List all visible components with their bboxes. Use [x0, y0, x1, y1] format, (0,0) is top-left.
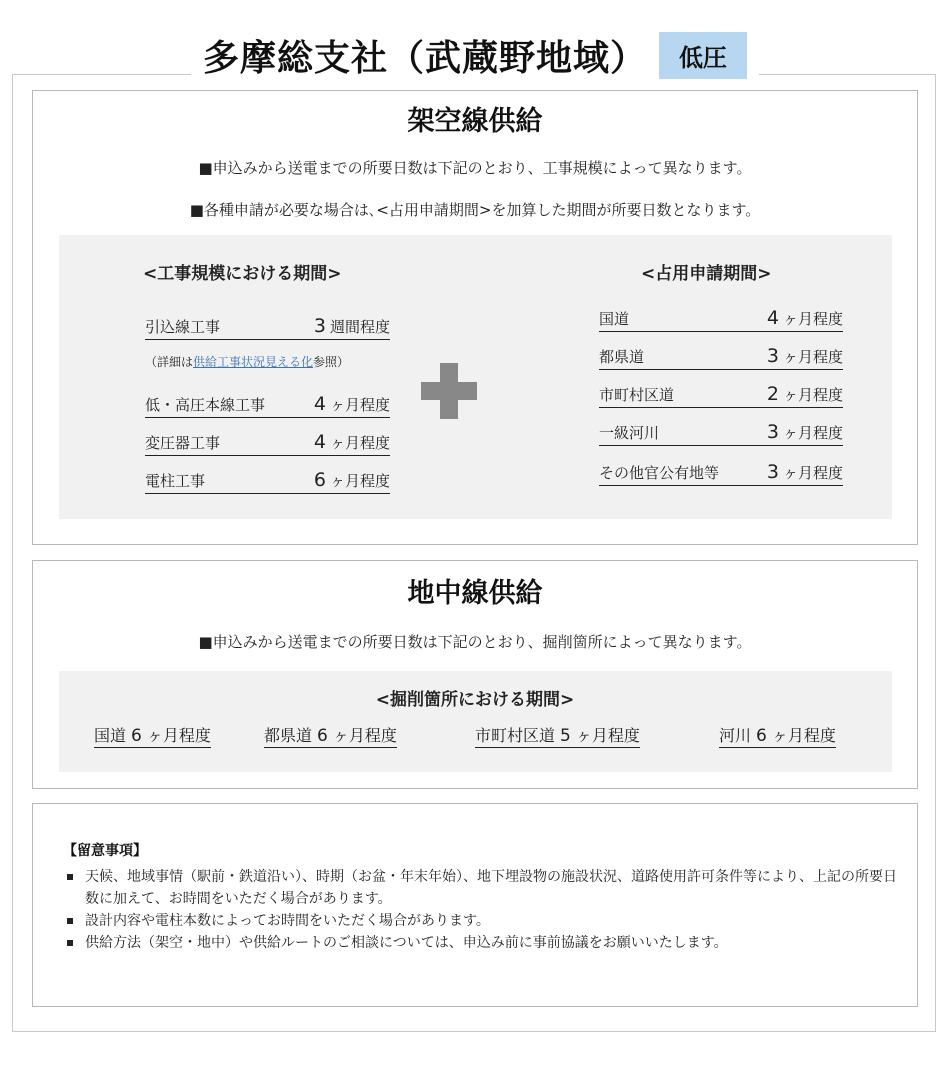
row-number: 2: [766, 383, 779, 405]
plus-icon: [421, 363, 477, 419]
row-label: 国道: [599, 310, 630, 328]
row-number: 6: [313, 469, 326, 491]
underground-bullet: ■申込みから送電までの所要日数は下記のとおり、掘削箇所によって異なります。: [198, 633, 752, 651]
underground-section: [32, 560, 918, 789]
notes-section: [32, 803, 918, 1007]
item-label: 河川: [719, 726, 752, 745]
row-label: その他官公有地等: [599, 464, 720, 482]
row-unit: ヶ月程度: [329, 472, 390, 490]
item-label: 国道: [94, 726, 127, 745]
overhead-section: [32, 90, 918, 545]
overhead-bullet-1: ■申込みから送電までの所要日数は下記のとおり、工事規模によって異なります。: [198, 159, 752, 177]
row-number: 3: [766, 461, 779, 483]
bullet-square-icon: [67, 940, 73, 946]
detail-note-suffix: 参照）: [313, 355, 350, 369]
detail-note-prefix: （詳細は: [145, 355, 194, 369]
item-label: 市町村区道: [475, 726, 556, 745]
row-label: 電柱工事: [145, 472, 206, 490]
header: [0, 26, 950, 84]
row-number: 4: [313, 431, 326, 453]
construction-row[interactable]: [145, 469, 390, 494]
excavation-item[interactable]: [719, 723, 836, 748]
excavation-item[interactable]: [264, 723, 397, 748]
item-number: 6: [317, 726, 328, 746]
row-unit: ヶ月程度: [782, 424, 843, 442]
construction-row[interactable]: [145, 315, 390, 340]
row-label: 低・高圧本線工事: [145, 396, 266, 414]
bullet-square-icon: [67, 918, 73, 924]
occupancy-row[interactable]: [599, 307, 843, 332]
item-unit: ヶ月程度: [771, 726, 836, 745]
excavation-item[interactable]: [475, 723, 640, 748]
row-unit: ヶ月程度: [782, 464, 843, 482]
item-label: 都県道: [264, 726, 313, 745]
note-text: 設計内容や電柱本数によってお時間をいただく場合があります。: [85, 913, 490, 929]
row-unit: ヶ月程度: [329, 434, 390, 452]
item-number: 6: [131, 726, 142, 746]
row-label: 引込線工事: [145, 318, 221, 336]
note-text: 供給方法（架空・地中）や供給ルートのご相談については、申込み前に事前協議をお願いいたします。: [85, 935, 728, 951]
item-unit: ヶ月程度: [146, 726, 211, 745]
row-number: 3: [766, 345, 779, 367]
item-unit: ヶ月程度: [332, 726, 397, 745]
construction-row[interactable]: [145, 393, 390, 418]
note-item: [67, 866, 897, 910]
visibility-link[interactable]: 供給工事状況見える化: [193, 355, 314, 369]
row-unit: ヶ月程度: [782, 310, 843, 328]
construction-scale-heading: <工事規模における期間>: [143, 264, 342, 284]
occupancy-row[interactable]: [599, 461, 843, 486]
overhead-title: 架空線供給: [407, 106, 543, 137]
occupancy-row[interactable]: [599, 345, 843, 370]
bullet-square-icon: [67, 874, 73, 880]
excavation-item[interactable]: [94, 723, 211, 748]
row-label: 一級河川: [599, 424, 660, 442]
occupancy-period-heading: <占用申請期間>: [641, 264, 772, 284]
item-unit: ヶ月程度: [575, 726, 640, 745]
row-label: 変圧器工事: [145, 434, 221, 452]
underground-title: 地中線供給: [407, 578, 543, 609]
row-label: 都県道: [599, 348, 645, 366]
header-inner: [191, 26, 759, 84]
row-unit: ヶ月程度: [782, 348, 843, 366]
item-number: 5: [560, 726, 571, 746]
row-number: 4: [766, 307, 779, 329]
voltage-badge: 低圧: [659, 32, 747, 79]
note-item: [67, 932, 897, 954]
notes-title: 【留意事項】: [63, 843, 147, 859]
row-label: 市町村区道: [599, 386, 675, 404]
row-number: 3: [766, 421, 779, 443]
occupancy-row[interactable]: [599, 421, 843, 446]
overhead-bullet-2: ■各種申請が必要な場合は､<占用申請期間>を加算した期間が所要日数となります。: [189, 201, 761, 219]
row-unit: 週間程度: [329, 318, 390, 336]
row-unit: ヶ月程度: [782, 386, 843, 404]
note-text: 天候、地域事情（駅前・鉄道沿い）、時期（お盆・年末年始）、地下埋設物の施設状況、道路使用許可条件等により、上記の所要日数に加えて、お時間をいただく場合があります。: [85, 869, 897, 907]
item-number: 6: [756, 726, 767, 746]
note-item: [67, 910, 897, 932]
occupancy-row[interactable]: [599, 383, 843, 408]
page-title: 多摩総支社（武蔵野地域）: [202, 37, 647, 79]
detail-note: [145, 353, 349, 370]
row-number: 4: [313, 393, 326, 415]
row-number: 3: [313, 315, 326, 337]
excavation-heading: <掘削箇所における期間>: [375, 690, 575, 710]
row-unit: ヶ月程度: [329, 396, 390, 414]
construction-row[interactable]: [145, 431, 390, 456]
